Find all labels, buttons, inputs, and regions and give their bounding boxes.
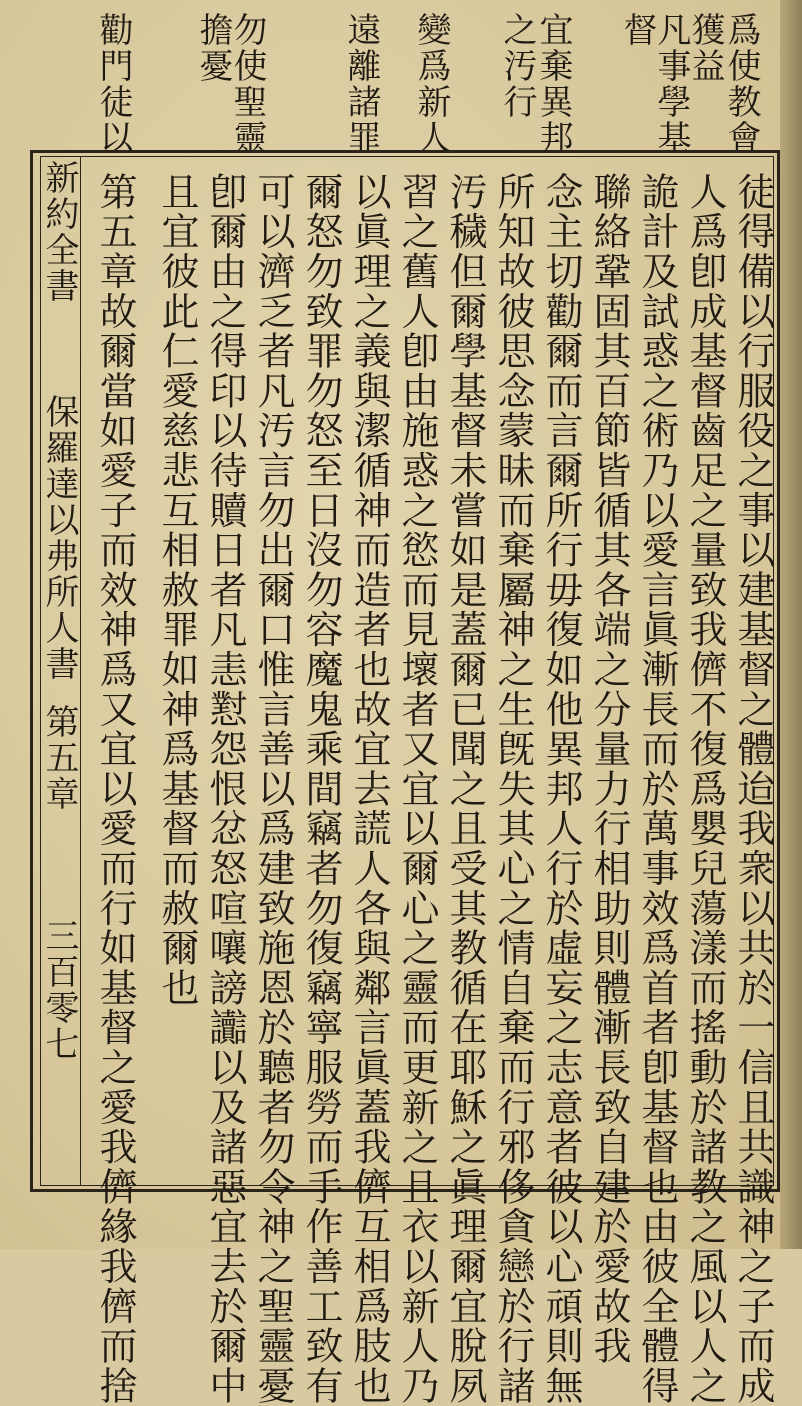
epistle-title: 保羅達以弗所人書 [39, 394, 79, 682]
upper-column: 爲使教會 [721, 12, 761, 156]
text-column: 人爲卽成基督齒足之量致我儕不復爲嬰兒蕩漾而搖動於諸教之風以人之 [683, 172, 727, 1406]
text-column: 汚穢但爾學基督未嘗如是蓋爾已聞之且受其教循在耶穌之眞理爾宜脫夙 [443, 172, 487, 1406]
upper-column: 變爲新人 [411, 12, 451, 156]
text-column: 徒得備以行服役之事以建基督之體迨我衆以共於一信且共識神之子而成 [731, 172, 775, 1406]
upper-column: 之汚行 [497, 12, 537, 120]
text-column: 習之舊人卽由施惑之慾而見壞者又宜以爾心之靈而更新之且衣以新人乃 [395, 172, 439, 1406]
text-column: 以眞理之義與潔循神而造者也故宜去謊人各與鄰言眞蓋我儕互相爲肢也 [347, 172, 391, 1406]
text-column: 卽爾由之得印以待贖日者凡恚懟怨恨忿怒喧嚷謗讟以及諸惡宜去於爾中 [203, 172, 247, 1406]
text-column: 聯絡鞏固其百節皆循其各端之分量力行相助則體漸長致自建於愛故我 [587, 172, 631, 1366]
binding-edge [780, 0, 802, 1249]
upper-column: 凡事學基 [651, 12, 691, 156]
text-column: 所知故彼思念蒙昧而棄屬神之生旣失其心之情自棄而行邪侈貪戀於行諸 [491, 172, 535, 1406]
page-number: 三百零七 [39, 918, 79, 1062]
upper-column: 督 [617, 12, 657, 48]
text-column: 第五章故爾當如愛子而效神爲又宜以愛而行如基督之愛我儕緣我儕而捨 [93, 172, 137, 1406]
upper-column: 擔憂 [193, 12, 233, 84]
text-column: 念主切勸爾而言爾所行毋復如他異邦人行於虛妄之志意者彼以心頑則無 [539, 172, 583, 1406]
upper-column: 勸門徒以 [93, 12, 133, 156]
text-column: 爾怒勿致罪勿怒至日沒勿容魔鬼乘間竊者勿復竊寧服勞而手作善工致有 [299, 172, 343, 1406]
text-column: 且宜彼此仁愛慈悲互相赦罪如神爲基督而赦爾也 [155, 172, 199, 1008]
upper-column: 遠離諸罪 [341, 12, 381, 156]
upper-column: 獲益 [685, 12, 725, 84]
book-title: 新約全書 [39, 160, 79, 304]
text-column: 可以濟乏者凡汚言勿出爾口惟言善以爲建致施恩於聽者勿令神之聖靈憂 [251, 172, 295, 1406]
margin-divider [80, 156, 81, 1186]
upper-column: 勿使聖靈 [227, 12, 267, 156]
chapter-label: 第五章 [39, 704, 79, 812]
upper-column: 宜棄異邦 [533, 12, 573, 156]
text-column: 詭計及試惑之術乃以愛言眞漸長而於萬事效爲首者卽基督也由彼全體得 [635, 172, 679, 1406]
